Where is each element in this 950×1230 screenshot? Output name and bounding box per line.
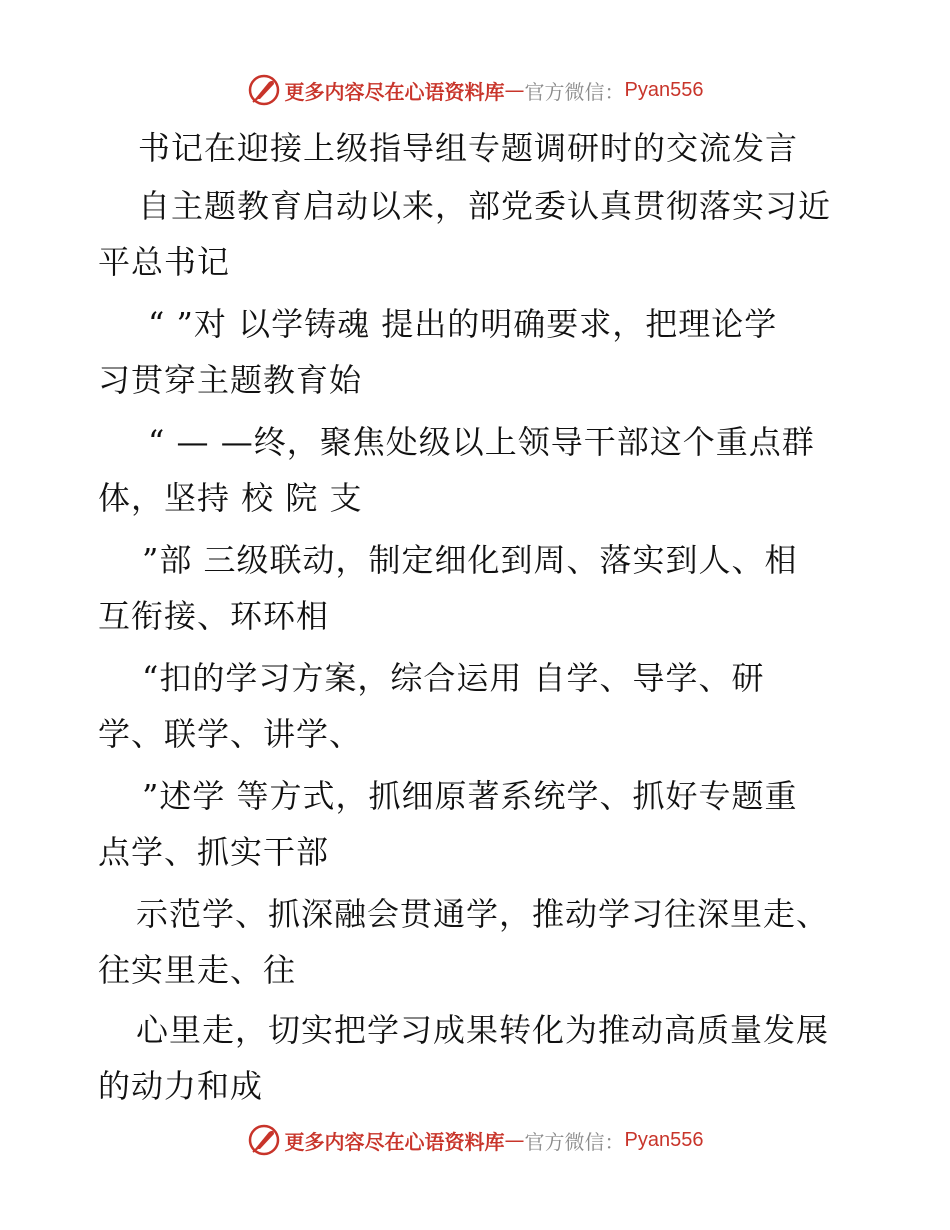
document-title: 书记在迎接上级指导组专题调研时的交流发言 bbox=[138, 129, 799, 167]
quill-pen-logo-icon bbox=[247, 1123, 281, 1157]
watermark-brand-text: 更多内容尽在心语资料库 bbox=[284, 79, 505, 104]
text-line: “ — —终，聚焦处级以上领导干部这个重点群 bbox=[148, 423, 815, 461]
text-line: 习贯穿主题教育始 bbox=[98, 361, 363, 399]
watermark-brand-text: 更多内容尽在心语资料库 bbox=[284, 1129, 505, 1154]
text-line: ”述学 等方式，抓细原著系统学、抓好专题重 bbox=[142, 777, 798, 815]
text-line: “ ”对 以学铸魂 提出的明确要求，把理论学 bbox=[148, 305, 778, 343]
quill-pen-logo-icon bbox=[247, 73, 281, 107]
text-line: 点学、抓实干部 bbox=[98, 833, 330, 871]
text-line: 的动力和成 bbox=[98, 1067, 264, 1105]
text-line: 平总书记 bbox=[98, 243, 231, 281]
watermark-wechat-label: 官方微信： bbox=[524, 79, 625, 104]
text-line: 学、联学、讲学、 bbox=[98, 715, 363, 753]
text-line: “扣的学习方案，综合运用 自学、导学、研 bbox=[142, 659, 765, 697]
text-line: 互衔接、环环相 bbox=[98, 597, 330, 635]
text-line: 体，坚持 校 院 支 bbox=[98, 479, 363, 517]
watermark-dash: — bbox=[504, 78, 525, 102]
text-line: ”部 三级联动，制定细化到周、落实到人、相 bbox=[142, 541, 798, 579]
text-line: 示范学、抓深融会贯通学，推动学习往深里走、 bbox=[136, 895, 830, 933]
watermark-wechat-id: Pyan556 bbox=[624, 78, 704, 101]
watermark-wechat-id: Pyan556 bbox=[624, 1128, 704, 1151]
header-watermark-banner bbox=[0, 70, 950, 110]
watermark-wechat-label: 官方微信： bbox=[524, 1129, 625, 1154]
text-line: 心里走，切实把学习成果转化为推动高质量发展 bbox=[136, 1011, 830, 1049]
footer-watermark-banner bbox=[0, 1120, 950, 1160]
text-line: 自主题教育启动以来，部党委认真贯彻落实习近 bbox=[138, 187, 832, 225]
watermark-dash: — bbox=[504, 1128, 525, 1152]
text-line: 往实里走、往 bbox=[98, 951, 297, 989]
